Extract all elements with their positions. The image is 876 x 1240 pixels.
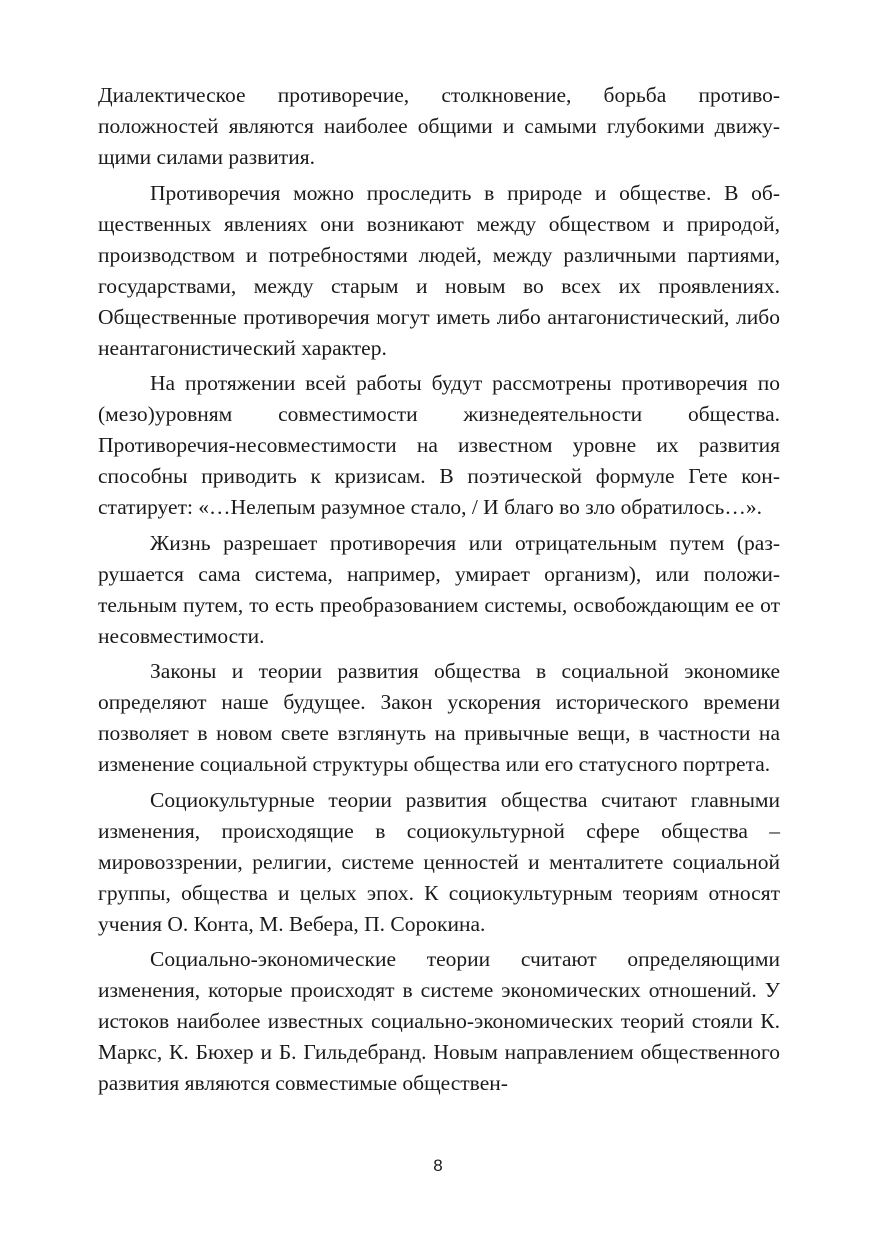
paragraph: На протяжении всей работы будут рассмотрены противоречия по (мезо)уровням совместимости жизнедеятельности общества. Противоречия-несовместимости на известном уровне их развития способны приводить к кризисам. В поэтической формуле Гете констатирует: «…Нелепым разумное стало, / И благо во зло обратилось…».: [98, 371, 780, 519]
page-body: [98, 80, 780, 1104]
paragraph: Жизнь разрешает противоречия или отрицательным путем (разрушается сама система, например, умирает организм), или положительным путем, то есть преобразованием системы, освобождающим ее от несовместимости.: [98, 530, 780, 648]
paragraph: Законы и теории развития общества в социальной экономике определяют наше будущее. Закон ускорения исторического времени позволяет в новом свете взглянуть на привычные вещи, в частности на изменение социальной структуры общества или его статусного портрета.: [98, 659, 780, 776]
paragraph: Диалектическое противоречие, столкновение, борьба противоположностей являются наиболее общими и самыми глубокими движущими силами развития.: [98, 83, 780, 169]
paragraph: Социокультурные теории развития общества считают главными изменения, происходящие в социокультурной сфере общества – мировоззрении, религии, системе ценностей и менталитете социальной группы, общества и целых эпох. К социокультурным теориям относят учения О. Конта, М. Вебера, П. Сорокина.: [98, 787, 780, 936]
page-number: 8: [433, 1156, 443, 1175]
paragraph: Социально-экономические теории считают определяющими изменения, которые происходят в системе экономических отношений. У истоков наиболее известных социально-экономических теорий стояли К. Маркс, К. Бюхер и Б. Гильдебранд. Новым направлением общественного развития являются совместимые обществен-: [98, 947, 780, 1095]
paragraph: Противоречия можно проследить в природе и обществе. В общественных явлениях они возникают между обществом и природой, производством и потребностями людей, между различными партиями, государствами, между старым и новым во всех их проявлениях. Общественные противоречия могут иметь либо антагонистический, либо неантагонистический характер.: [98, 180, 780, 360]
